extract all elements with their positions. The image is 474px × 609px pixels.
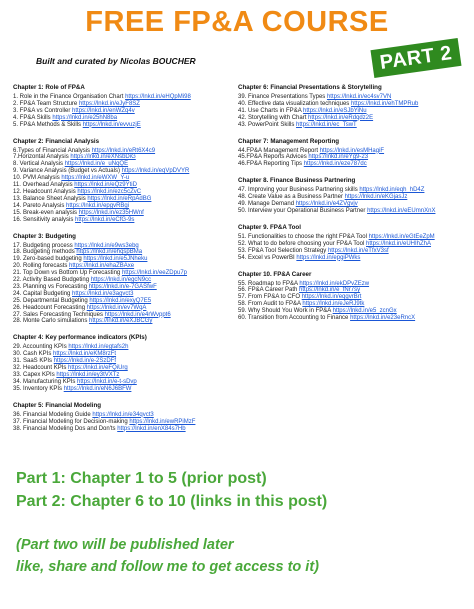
course-item-label: 10. PVM Analysis xyxy=(13,175,60,182)
course-item-label: 37. Financial Modeling for Decision-making xyxy=(13,418,128,425)
course-item-link[interactable]: https://lnkd.in/eeZDpu7p xyxy=(121,270,187,277)
course-item xyxy=(13,148,238,155)
course-item xyxy=(238,161,470,168)
course-item xyxy=(13,379,238,386)
chapter-title: Chapter 7: Management Reporting xyxy=(238,137,340,145)
course-item-label: 25. Departmental Budgeting xyxy=(13,297,88,304)
course-item-label: 30. Cash KPIs xyxy=(13,351,52,358)
chapter-title: Chapter 6: Financial Presentations & Storytelling xyxy=(238,84,382,91)
course-item-link[interactable]: https://lnkd.in/epgvRBgi xyxy=(66,202,130,209)
part-badge: PART 2 xyxy=(370,38,461,78)
course-item-label: 58. From Audit to FP&A xyxy=(238,301,301,308)
course-item-label: 34. Manufacturing KPIs xyxy=(13,378,76,385)
chapter-title: Chapter 4: Key performance indicators (KPIs) xyxy=(13,334,147,342)
course-item-label: 54. Excel vs PowerBI xyxy=(238,254,295,261)
course-item xyxy=(13,372,238,379)
chapter-title: Chapter 1: Role of FP&A xyxy=(13,84,85,91)
course-item-link[interactable]: https://lnkd.in/enX84s7Hb xyxy=(117,425,186,432)
course-item-label: 31. SaaS KPIs xyxy=(13,358,53,365)
left-column xyxy=(13,84,238,441)
course-item-label: 21. Top Down vs Bottom Up Forecasting xyxy=(13,270,121,277)
course-item-link[interactable]: https://lnkd.in/eJyF8SZ xyxy=(78,100,140,107)
course-item-link[interactable]: https://lnkd.in/ezc5cZvC xyxy=(77,188,142,195)
course-item-link[interactable]: https://lnkd.in/eN6J6BFW xyxy=(63,385,132,392)
course-item xyxy=(13,365,238,372)
course-item-link[interactable]: https://lnkd.in/ehTMPRub xyxy=(350,100,419,107)
course-item xyxy=(13,305,238,312)
course-item-label: 45.FP&A Reports Advices xyxy=(238,154,307,161)
course-item-label: 36. Financial Modeling Guide xyxy=(13,411,91,418)
course-item xyxy=(13,270,238,277)
course-item xyxy=(13,318,238,325)
course-item-label: 18. Budgeting methods xyxy=(13,249,75,256)
course-item-link[interactable]: https://lnkd.in/e9ws3ebg xyxy=(74,242,139,249)
course-item-label: 13. Balance Sheet Analysis xyxy=(13,195,86,202)
byline: Built and curated by Nicolas BOUCHER xyxy=(36,56,196,66)
footer-line-part1: Part 1: Chapter 1 to 5 (prior post) xyxy=(16,470,267,487)
course-item-link[interactable]: https://lnkd.in/ewRPiMzF xyxy=(129,418,196,425)
course-item xyxy=(238,122,470,129)
course-item-link[interactable]: https://lnkd.in/eTfxV3sf xyxy=(327,247,389,254)
course-item-label: 47. Improving your Business Partnering skills xyxy=(238,187,358,194)
course-item-label: 8. Vertical Analysis xyxy=(13,161,64,168)
chapter-section xyxy=(238,177,470,215)
course-item-link[interactable]: https://lnkd.in/e5JNheku xyxy=(83,256,148,263)
chapter-section xyxy=(13,84,238,129)
course-item-label: 44.FP&A Management Report xyxy=(238,147,319,154)
course-item-link[interactable]: https://lnkd.in/egcN9cc xyxy=(90,277,152,284)
course-item-link[interactable]: https://lnkd.in/exyQ7E5 xyxy=(89,297,152,304)
course-item-label: 49. Manage Demand xyxy=(238,201,295,208)
course-item xyxy=(238,201,470,208)
course-item-label: 59. Why Should You Work in FP&A xyxy=(238,308,331,315)
chapter-section xyxy=(13,138,238,224)
course-item-link[interactable]: https://lnkd.in/eYg9-23 xyxy=(308,154,369,161)
course-item-label: 33. Capex KPIs xyxy=(13,372,55,378)
course-item-link[interactable]: https://lnkd.in/eEUmnXnX xyxy=(367,207,436,214)
course-item xyxy=(13,291,238,298)
course-item-label: 55. Roadmap to FP&A xyxy=(238,280,298,287)
course-item-link[interactable]: https://lnkd.in/eqVpDVYR xyxy=(121,168,190,175)
chapter-section xyxy=(238,224,470,262)
course-item xyxy=(238,101,470,108)
course-item-link[interactable]: https://lnkd.in/eGtEeZpM xyxy=(368,233,435,240)
page-title: FREE FP&A COURSE xyxy=(85,6,389,38)
course-item-link[interactable]: https://lnkd.in/ez35HWnf xyxy=(78,209,144,216)
course-item xyxy=(13,351,238,358)
course-item xyxy=(238,255,470,262)
course-item xyxy=(13,298,238,305)
course-item-link[interactable]: https://lnkd.in/evvuzjE xyxy=(82,121,141,128)
course-item-label: 40. Effective data visualization techniques xyxy=(238,100,350,107)
chapter-section xyxy=(238,138,470,169)
course-item-label: 3. FP&A vs Controller xyxy=(13,107,71,114)
course-item-link[interactable]: https://lnkd.in/eRt6X4c9 xyxy=(91,147,156,154)
course-item xyxy=(238,281,470,288)
course-item xyxy=(13,386,238,393)
course-item xyxy=(13,243,238,250)
course-item-label: 24. Capital Budgeting xyxy=(13,290,71,297)
chapter-title: Chapter 5: Financial Modeling xyxy=(13,401,102,409)
footer-note-line1: (Part two will be published later xyxy=(16,537,234,553)
course-item xyxy=(13,189,238,196)
course-item-label: 23. Planning vs Forecasting xyxy=(13,283,88,290)
course-item-label: 27. Sales Forecasting Techniques xyxy=(13,311,103,318)
course-item-label: 6.Types of Financial Analysis xyxy=(13,147,91,154)
course-item-label: 5. FP&A Methods & Skills xyxy=(13,121,82,128)
course-item-link[interactable]: https://lnkd.in/e_uNqQE xyxy=(64,161,129,168)
course-item-link[interactable]: https://lnkd.in/eUHIhZhA xyxy=(365,240,432,247)
course-item-label: 38. Financial Modeling Dos and Don'ts xyxy=(13,425,116,432)
course-item-link[interactable]: https://lnkd.in/ec_TswT xyxy=(296,121,357,128)
course-item-link[interactable]: https://lnkd.in/eRpAdBG xyxy=(87,195,152,202)
course-item-label: 7.Horizontal Analysis xyxy=(13,154,69,161)
course-item-label: 56. FP&A Career Path xyxy=(238,287,298,294)
course-item xyxy=(13,284,238,291)
course-item-label: 16. Sensitivity analysis xyxy=(13,216,74,223)
course-item-label: 39. Finance Presentations Types xyxy=(238,94,326,100)
chapter-section xyxy=(238,84,470,129)
course-item xyxy=(13,115,238,122)
course-item-link[interactable]: https://lnkd.in/e-2SzDFf xyxy=(53,358,117,365)
course-item xyxy=(238,301,470,308)
course-item-label: 14. Pareto Analysis xyxy=(13,202,65,209)
chapter-section xyxy=(13,402,238,433)
course-item xyxy=(13,344,238,351)
course-item xyxy=(13,182,238,189)
course-item-link[interactable]: https://lnkd.in/ehqspBMa xyxy=(76,249,143,256)
chapter-title: Chapter 9. FP&A Tool xyxy=(238,223,301,231)
course-item-link[interactable]: https://lnkd.in/e23eRncX xyxy=(350,315,416,322)
course-item-label: 9. Variance Analysis (Budget vs Actuals) xyxy=(13,168,120,175)
course-item xyxy=(238,187,470,194)
course-item-label: 19. Zero-based budgeting xyxy=(13,256,82,263)
course-item-link[interactable]: https://lnkd.in/e4ZVgvjv xyxy=(295,201,358,208)
course-item-link[interactable]: https://lnkd.in/ev7WqA xyxy=(86,304,147,311)
course-item xyxy=(13,175,238,182)
course-item-link[interactable]: https://lnkd.in/e34qvct3 xyxy=(92,411,154,418)
course-item xyxy=(13,168,238,175)
course-item-label: 20. Rolling forecasts xyxy=(13,263,68,270)
chapter-title: Chapter 3: Budgeting xyxy=(13,232,76,240)
course-item xyxy=(13,122,238,129)
course-item-link[interactable]: https://lnkd.in/e5_zcnGx xyxy=(332,308,397,315)
course-item-link[interactable]: https://lnkd.in/e4rWvppt6 xyxy=(104,311,171,318)
course-item xyxy=(238,294,470,301)
course-item-label: 11. Overhead Analysis xyxy=(13,182,73,189)
course-item xyxy=(238,115,470,122)
course-item-link[interactable]: https://lnkd.in/eJeRJ9tk xyxy=(302,301,365,308)
course-item xyxy=(13,277,238,284)
course-item-link[interactable]: https://lnkd.in/ehaZBAxe xyxy=(69,263,135,270)
course-item-link[interactable]: https://lnkd.in/e-7GASfwF xyxy=(88,283,157,290)
course-item xyxy=(13,154,238,161)
course-item-link[interactable]: https://lnkd.in/e25hN8ba xyxy=(52,114,118,121)
course-item xyxy=(238,154,470,161)
course-item xyxy=(13,161,238,168)
course-item-link[interactable]: https://lnkd.in/eWXW_Y-u xyxy=(61,175,130,182)
footer-note-line2: like, share and follow me to get access to it) xyxy=(16,559,319,575)
course-item-label: 53. FP&A Tool Selection Strategy xyxy=(238,247,327,254)
course-item-label: 4. FP&A Skills xyxy=(13,114,51,121)
course-item xyxy=(238,208,470,215)
chapter-title: Chapter 10. FP&A Career xyxy=(238,270,312,278)
course-item-label: 60. Transition from Accounting to Finance xyxy=(238,315,349,322)
course-item xyxy=(13,419,238,426)
course-item xyxy=(238,108,470,115)
course-item xyxy=(13,263,238,270)
course-item-label: 1. Role in the Finance Organisation Chart xyxy=(13,94,124,100)
course-item-label: 22. Activity Based Budgeting xyxy=(13,277,90,284)
course-item xyxy=(13,196,238,203)
course-item xyxy=(13,210,238,217)
chapter-title: Chapter 8. Finance Business Partnering xyxy=(238,177,356,185)
course-item-link[interactable]: https://lnkd.in/eze787dc xyxy=(303,161,367,168)
course-item-label: 17. Budgeting process xyxy=(13,242,73,249)
course-item xyxy=(238,234,470,241)
course-item-link[interactable]: https://lnkd.in/ekDPvZEzw xyxy=(299,280,370,287)
course-item xyxy=(238,241,470,248)
course-item-link[interactable]: https://lnkd.in/esMHagiF xyxy=(319,147,385,154)
course-item xyxy=(13,217,238,224)
course-item xyxy=(238,315,470,322)
course-item-link[interactable]: https://lnkd.in/e_fNr7sy xyxy=(299,287,361,294)
course-item-link[interactable]: https://lnkd.in/e-t-sDvp xyxy=(77,378,137,385)
course-item-link[interactable]: https://lnkd.in/eKM8rzFt xyxy=(53,351,117,358)
course-item xyxy=(13,256,238,263)
footer-line-part2: Part 2: Chapter 6 to 10 (links in this post) xyxy=(16,493,328,510)
course-item-link[interactable]: https://lnkd.in/eHQpMi98 xyxy=(125,94,191,100)
course-item-link[interactable]: https://lnkd.in/e3agvct3 xyxy=(72,290,134,297)
course-item-label: 46.FP&A Reporting Tips xyxy=(238,161,303,168)
course-item-link[interactable]: https://lnkd.in/eqh_hD4Z xyxy=(359,187,425,194)
right-column xyxy=(238,84,470,331)
course-item-label: 12. Headcount Analysis xyxy=(13,188,76,195)
course-item-label: 28. Monte Carlo simulations xyxy=(13,318,88,325)
course-item-link[interactable]: https://lnkd.in/egtafs2h xyxy=(68,344,129,351)
course-item-label: 52. What to do before choosing your FP&A Tool xyxy=(238,240,365,247)
course-item-link[interactable]: https://lnkd.in/eXJBCGy xyxy=(89,318,153,325)
course-item-link[interactable]: https://lnkd.in/epgiPWks xyxy=(296,254,361,261)
course-item-label: 48. Create Value as a Business Partner xyxy=(238,194,343,201)
course-item-label: 26. Headcount Forecasting xyxy=(13,304,86,311)
chapter-section xyxy=(13,334,238,392)
course-item-link[interactable]: https://lnkd.in/ey3tVXTz xyxy=(56,372,120,378)
course-item-label: 51. Functionalities to choose the right FP&A Tool xyxy=(238,233,367,240)
course-item xyxy=(13,312,238,319)
course-item-link[interactable]: https://lnkd.in/eKGjasJz xyxy=(344,194,408,201)
course-item xyxy=(238,248,470,255)
course-item-link[interactable]: https://lnkd.in/eQz9YtiD xyxy=(74,182,137,189)
course-item-link[interactable]: https://lnkd.in/eqgvrBrt xyxy=(301,294,362,301)
course-item-link[interactable]: https://lnkd.in/enWZq4v xyxy=(72,107,135,114)
course-item xyxy=(13,101,238,108)
course-item xyxy=(13,412,238,419)
course-item xyxy=(13,249,238,256)
course-item xyxy=(13,108,238,115)
course-item-label: 2. FP&A Team Structure xyxy=(13,100,78,107)
course-item xyxy=(238,94,470,101)
chapter-section xyxy=(13,233,238,326)
course-item-label: 29. Accounting KPIs xyxy=(13,344,67,351)
course-item-link[interactable]: https://lnkd.in/eSJbYiNu xyxy=(303,107,367,114)
course-item xyxy=(238,148,470,155)
course-item-link[interactable]: https://lnkd.in/eXNsbDiG xyxy=(70,154,136,161)
course-item xyxy=(238,308,470,315)
course-item-label: 42. Storytelling with Chart xyxy=(238,114,307,121)
course-item-link[interactable]: https://lnkd.in/ec4sv7VN xyxy=(326,94,392,100)
course-item xyxy=(238,194,470,201)
course-item xyxy=(13,358,238,365)
course-item-label: 35. Inventory KPIs xyxy=(13,385,63,392)
course-item-label: 41. Use Charts in FP&A xyxy=(238,107,302,114)
course-item-link[interactable]: https://lnkd.in/eRdqdz2E xyxy=(308,114,374,121)
chapter-section xyxy=(238,271,470,322)
course-item xyxy=(13,426,238,433)
chapter-title: Chapter 2: Financial Analysis xyxy=(13,137,100,145)
course-item-label: 15. Break-even analysis xyxy=(13,209,78,216)
course-item xyxy=(13,94,238,101)
course-item xyxy=(13,203,238,210)
course-item-label: 43. PowerPoint Skills xyxy=(238,121,295,128)
course-item-link[interactable]: https://lnkd.in/eFQiUrg xyxy=(68,365,128,372)
course-item-label: 57. From FP&A to CFO xyxy=(238,294,301,301)
course-item xyxy=(238,287,470,294)
course-item-label: 32. Headcount KPIs xyxy=(13,365,67,372)
course-item-label: 50. Interview your Operational Business Partner xyxy=(238,207,366,214)
course-item-link[interactable]: https://lnkd.in/eCfG-9s xyxy=(75,216,135,223)
